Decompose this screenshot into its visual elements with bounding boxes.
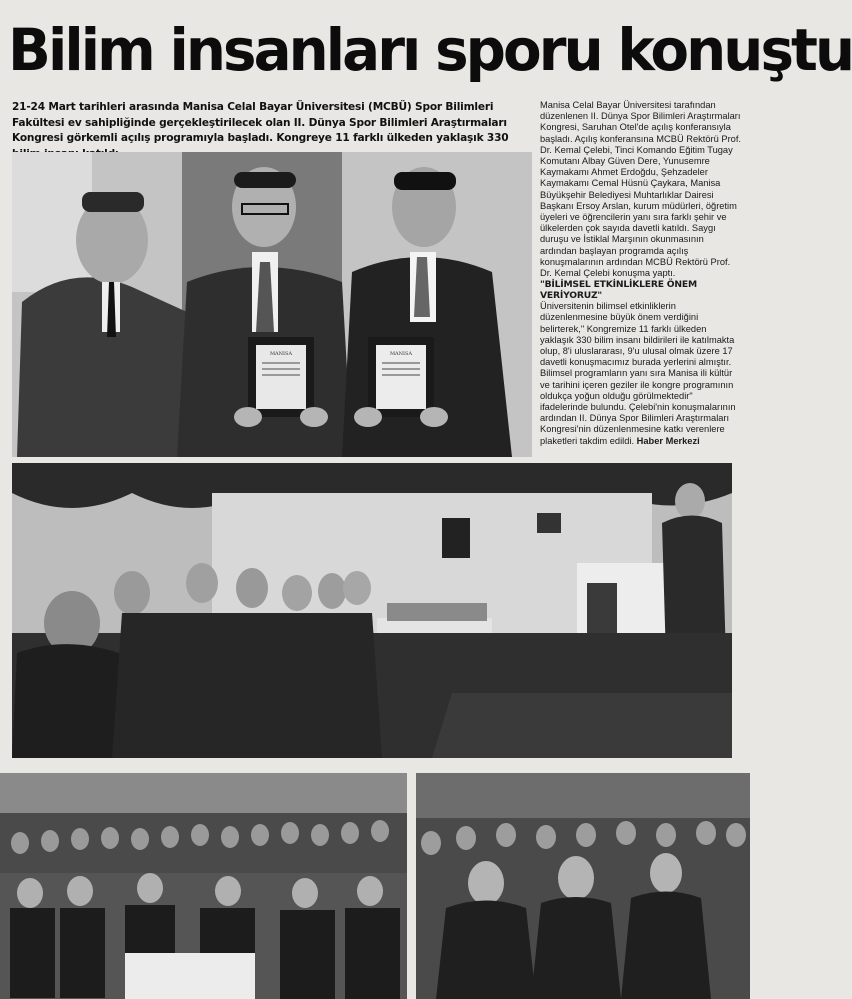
photo-award-ceremony: [12, 152, 532, 457]
headline: Bilim insanları sporu konuştu: [8, 16, 852, 84]
body-paragraph-1: Manisa Celal Bayar Üniversitesi tarafından düzenlenen II. Dünya Spor Bilimleri Araştırmaları Kongresi, Saruhan Otel'de açılış konferansıyla başladı. Açılış konferansına MCBÜ Rektörü Prof. Dr. Kemal Çelebi, Tinci Komando Eğitim Tugay Komutanı Albay Güven Dere, Yunusemre Kaymakamı Ahmet Erdoğdu, Şehzadeler Kaymakamı Cemal Hüsnü Çaykara, Manisa Büyükşehir Belediyesi Muhtarlıklar Dairesi Başkanı Ersoy Arslan, kurum müdürleri, öğretim üyeleri ve öğrencilerin yanı sıra farklı şehir ve ülkelerden çok sayıda davetli katıldı. Saygı duruşu ve İstiklal Marşının okunmasının ardından başlayan programda açılış konuşmalarının ardından MCBÜ Rektörü Prof. Dr. Kemal Çelebi konuşma yaptı.: [540, 100, 742, 279]
lead-paragraph: 21-24 Mart tarihleri arasında Manisa Celal Bayar Üniversitesi (MCBÜ) Spor Bilimleri Fakültesi ev sahipliğinde gerçekleştirilecek olan II. Dünya Spor Bilimleri Araştırmaları Kongresi görkemli açılış programıyla başladı. Kongreye 11 farklı ülkeden yaklaşık 330: [12, 101, 509, 144]
byline: Haber Merkezi: [636, 435, 700, 446]
plaque-label-left: MANISA: [269, 351, 293, 357]
article-body: [540, 100, 742, 447]
photo-audience-right: [416, 773, 750, 999]
photo-conference-hall: [12, 463, 732, 758]
body-paragraph-2-text: Üniversitenin bilimsel etkinliklerin düzenlenmesine büyük önem verdiğini belirterek," Kongremize 11 farklı ülkeden yaklaşık 330 bilim insanı bildirileri ile katılmakta olup, 8'i uluslararası, 9'u ulusal olmak üzere 17 davetli konuşmacımız burada yerlerini almıştır. Bilimsel programların yanı sıra Manisa ili kültür ve tarihini içeren geziler ile kongre programının oldukça yoğun olduğu görülmektedir" ifadelerinde bulundu. Çelebi'nin konuşmalarının ardından II. Dünya Spor Bilimleri Araştırmaları Kongresi'nin düzenlenmesine katkı verenlere plaketleri takdim edildi.: [540, 301, 736, 446]
photo-audience-left: [0, 773, 407, 999]
body-paragraph-2: [540, 301, 742, 447]
plaque-label-right: MANISA: [389, 351, 413, 357]
subheading: "BİLİMSEL ETKİNLİKLERE ÖNEM VERİYORUZ": [540, 279, 697, 302]
